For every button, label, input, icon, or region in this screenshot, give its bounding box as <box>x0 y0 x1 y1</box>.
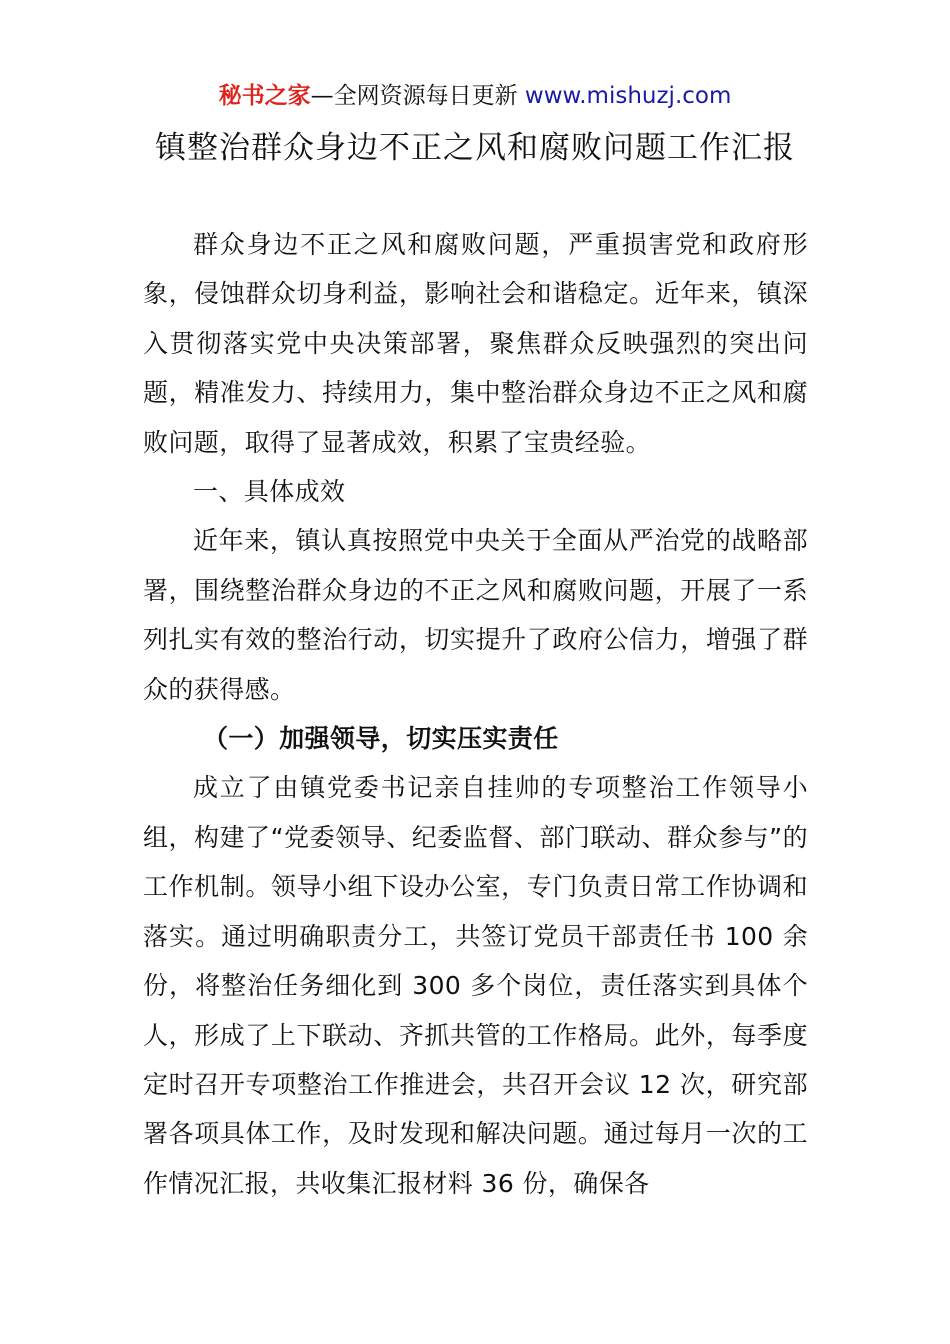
subsection-paragraph-leadership: 成立了由镇党委书记亲自挂帅的专项整治工作领导小组，构建了“党委领导、纪委监督、部门联动、群众参与”的工作机制。领导小组下设办公室，专门负责日常工作协调和落实。通过明确职责分工，共签订党员干部责任书 100 余份，将整治任务细化到 300 多个岗位，责任落实到具体个人，形成了上下联动、齐抓共管的工作格局。此外，每季度定时召开专项整治工作推进会，共召开会议 12 次，研究部署各项具体工作，及时发现和解决问题。通过每月一次的工作情况汇报，共收集汇报材料 36 份，确保各 <box>143 773 808 1198</box>
section-heading-achievements: 一、具体成效 <box>193 477 346 507</box>
subsection-heading-leadership: （一）加强领导，切实压实责任 <box>203 724 559 754</box>
site-tagline: —全网资源每日更新 <box>310 83 525 109</box>
site-url-link[interactable]: www.mishuzj.com <box>524 83 732 109</box>
section-paragraph-achievements: 近年来，镇认真按照党中央关于全面从严治党的战略部署，围绕整治群众身边的不正之风和腐败问题，开展了一系列扎实有效的整治行动，切实提升了政府公信力，增强了群众的获得感。 <box>143 526 808 704</box>
intro-paragraph: 群众身边不正之风和腐败问题，严重损害党和政府形象，侵蚀群众切身利益，影响社会和谐稳定。近年来，镇深入贯彻落实党中央决策部署，聚焦群众反映强烈的突出问题，精准发力、持续用力，集中整治群众身边不正之风和腐败问题，取得了显著成效，积累了宝贵经验。 <box>143 230 808 457</box>
site-header <box>0 80 950 112</box>
brand-name: 秘书之家 <box>218 83 311 109</box>
document-title: 镇整治群众身边不正之风和腐败问题工作汇报 <box>155 130 795 166</box>
document-body <box>143 220 808 1208</box>
